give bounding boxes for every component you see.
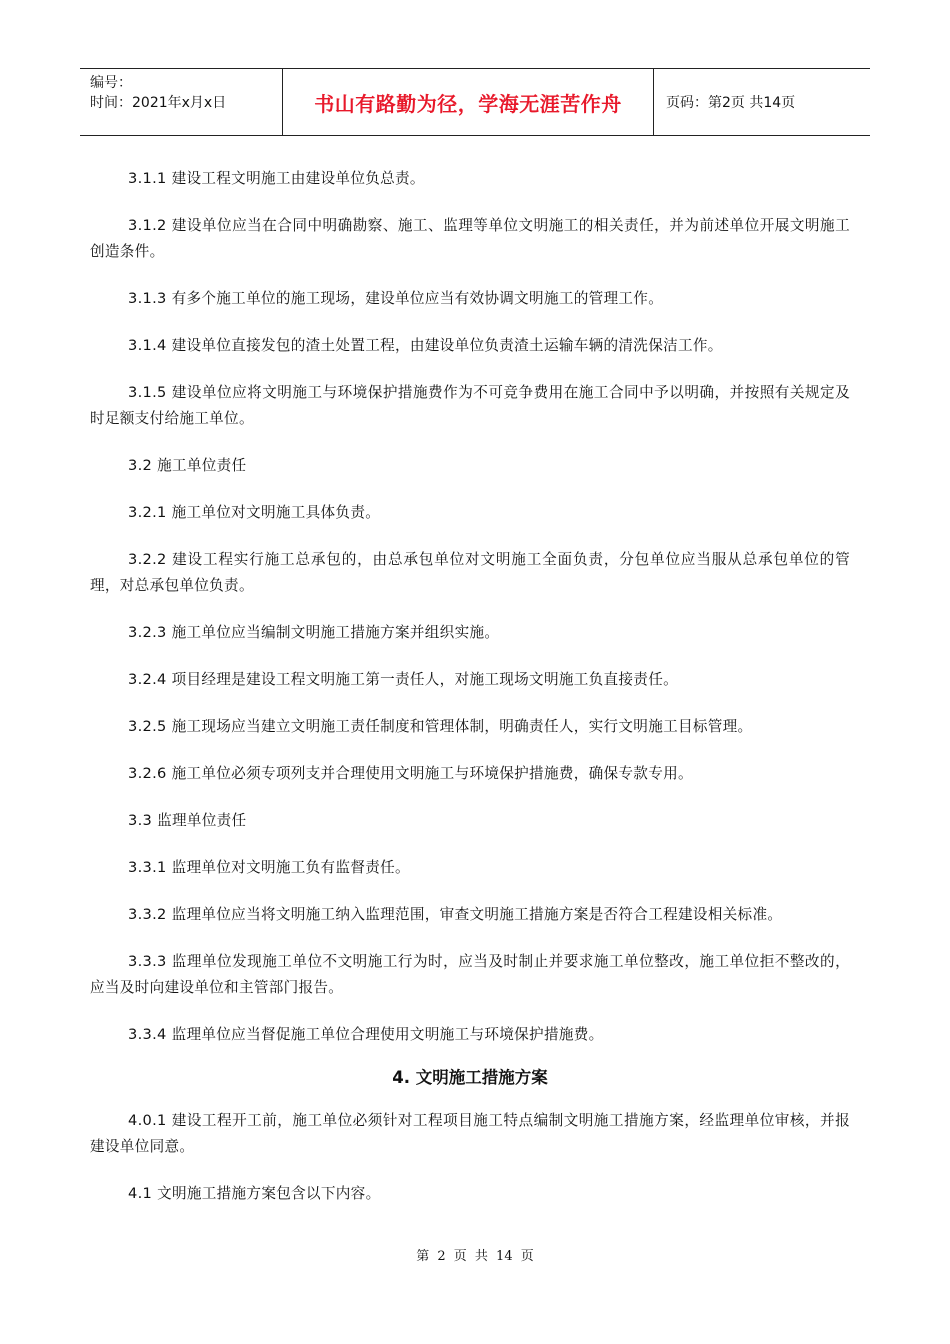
- clause-number: 3.1.4: [128, 337, 167, 354]
- paragraph: [90, 286, 850, 312]
- clause-text: 监理单位发现施工单位不文明施工行为时，应当及时制止并要求施工单位整改，施工单位拒不整改的，应当及时向建设单位和主管部门报告。: [90, 953, 850, 996]
- header-meta: [80, 69, 282, 135]
- clause-number: 3.2.2: [128, 551, 167, 568]
- clause-number: 3.2.3: [128, 624, 167, 641]
- clause-number: 3.2.4: [128, 671, 167, 688]
- clause-text: 建设工程文明施工由建设单位负总责。: [171, 170, 425, 187]
- clause-number: 3.1.2: [128, 217, 167, 234]
- header-page-number: 页码：第2页 共14页: [666, 95, 796, 111]
- document-code-label: 编号：: [90, 75, 132, 91]
- clause-text: 项目经理是建设工程文明施工第一责任人，对施工现场文明施工负直接责任。: [171, 671, 678, 688]
- document-body: [90, 166, 850, 1228]
- clause-number: 3.2.1: [128, 504, 167, 521]
- clause-text: 监理单位责任: [157, 812, 247, 829]
- paragraph: [90, 667, 850, 693]
- paragraph: [90, 1108, 850, 1160]
- paragraph: [90, 380, 850, 432]
- clause-text: 建设单位直接发包的渣土处置工程，由建设单位负责渣土运输车辆的清洗保洁工作。: [171, 337, 723, 354]
- clause-text: 文明施工措施方案包含以下内容。: [157, 1185, 381, 1202]
- paragraph: [90, 949, 850, 1001]
- clause-number: 3.3.2: [128, 906, 167, 923]
- page-header: [80, 68, 870, 136]
- clause-number: 3.3.4: [128, 1026, 167, 1043]
- clause-text: 施工单位对文明施工具体负责。: [171, 504, 381, 521]
- paragraph: [90, 620, 850, 646]
- clause-text: 施工单位必须专项列支并合理使用文明施工与环境保护措施费，确保专款专用。: [171, 765, 693, 782]
- clause-number: 4.1: [128, 1185, 153, 1202]
- paragraph: [90, 166, 850, 192]
- clause-text: 施工现场应当建立文明施工责任制度和管理体制，明确责任人，实行文明施工目标管理。: [171, 718, 753, 735]
- paragraph: [90, 1181, 850, 1207]
- clause-text: 建设单位应当在合同中明确勘察、施工、监理等单位文明施工的相关责任，并为前述单位开展文明施工创造条件。: [90, 217, 850, 260]
- section-3-paragraphs: [90, 166, 850, 1048]
- section-4-paragraphs: [90, 1108, 850, 1207]
- clause-number: 3.3.3: [128, 953, 167, 970]
- clause-text: 有多个施工单位的施工现场，建设单位应当有效协调文明施工的管理工作。: [171, 290, 664, 307]
- clause-number: 3.3.1: [128, 859, 167, 876]
- paragraph: [90, 902, 850, 928]
- paragraph: [90, 453, 850, 479]
- paragraph: [90, 547, 850, 599]
- paragraph: [90, 761, 850, 787]
- clause-number: 3.1.3: [128, 290, 167, 307]
- clause-text: 监理单位对文明施工负有监督责任。: [171, 859, 410, 876]
- clause-text: 建设工程开工前，施工单位必须针对工程项目施工特点编制文明施工措施方案，经监理单位审核，并报建设单位同意。: [90, 1112, 850, 1155]
- clause-number: 3.1.1: [128, 170, 167, 187]
- paragraph: [90, 855, 850, 881]
- paragraph: [90, 714, 850, 740]
- document-date-label: 时间：2021年x月x日: [90, 95, 227, 111]
- page-footer: 第 2 页 共 14 页: [416, 1249, 534, 1264]
- clause-number: 3.2.6: [128, 765, 167, 782]
- clause-text: 建设工程实行施工总承包的，由总承包单位对文明施工全面负责，分包单位应当服从总承包单位的管理，对总承包单位负责。: [90, 551, 850, 594]
- clause-number: 3.1.5: [128, 384, 167, 401]
- paragraph: [90, 1022, 850, 1048]
- clause-number: 3.2.5: [128, 718, 167, 735]
- clause-number: 4.0.1: [128, 1112, 167, 1129]
- clause-text: 监理单位应当将文明施工纳入监理范围，审查文明施工措施方案是否符合工程建设相关标准。: [171, 906, 783, 923]
- clause-number: 3.3: [128, 812, 153, 829]
- paragraph: [90, 333, 850, 359]
- clause-text: 施工单位应当编制文明施工措施方案并组织实施。: [171, 624, 500, 641]
- clause-text: 建设单位应将文明施工与环境保护措施费作为不可竞争费用在施工合同中予以明确，并按照有关规定及时足额支付给施工单位。: [90, 384, 850, 427]
- paragraph: [90, 213, 850, 265]
- clause-number: 3.2: [128, 457, 153, 474]
- clause-text: 监理单位应当督促施工单位合理使用文明施工与环境保护措施费。: [171, 1026, 604, 1043]
- paragraph: [90, 500, 850, 526]
- paragraph: [90, 808, 850, 834]
- section-4-heading: 4. 文明施工措施方案: [392, 1068, 548, 1087]
- header-motto: 书山有路勤为径，学海无涯苦作舟: [282, 69, 654, 135]
- clause-text: 施工单位责任: [157, 457, 247, 474]
